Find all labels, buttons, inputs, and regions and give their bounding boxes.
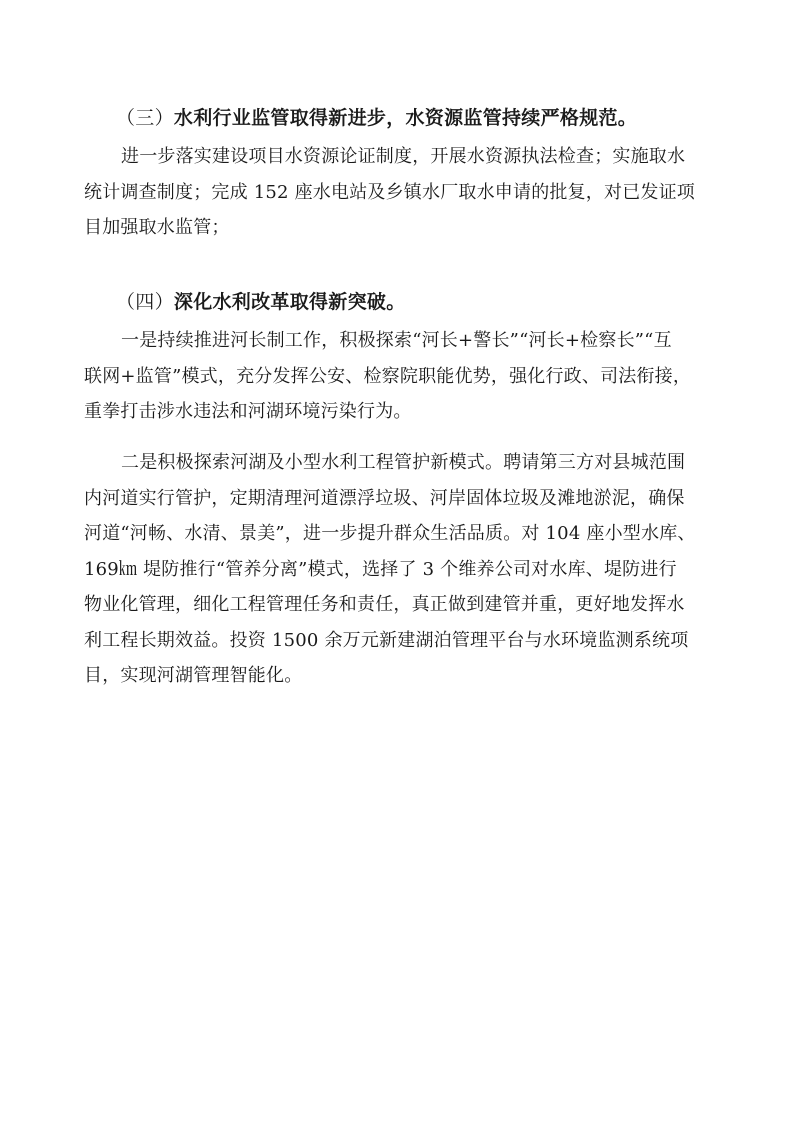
paragraph-line: 联网+监管”模式，充分发挥公安、检察院职能优势，强化行政、司法衔接， xyxy=(84,366,692,387)
paragraph-line: 统计调查制度；完成 152 座水电站及乡镇水厂取水申请的批复，对已发证项 xyxy=(84,182,695,203)
paragraph-line: 一是持续推进河长制工作，积极探索“河长+警长”“河长+检察长”“互 xyxy=(121,330,672,351)
paragraph-line: 内河道实行管护，定期清理河道漂浮垃圾、河岸固体垃圾及滩地淤泥，确保 xyxy=(84,488,685,509)
section-heading-3-text: 水利行业监管取得新进步，水资源监管持续严格规范。 xyxy=(173,107,638,129)
paragraph-line: 目，实现河湖管理智能化。 xyxy=(84,665,303,686)
section-heading-4-text: 深化水利改革取得新突破。 xyxy=(173,291,406,313)
paragraph-line: 二是积极探索河湖及小型水利工程管护新模式。聘请第三方对县城范围 xyxy=(121,452,686,473)
section-heading-4-number: （四） xyxy=(116,291,174,313)
section-heading-3-number: （三） xyxy=(116,107,174,129)
paragraph-line: 重拳打击涉水违法和河湖环境污染行为。 xyxy=(84,401,412,422)
paragraph-line: 目加强取水监管； xyxy=(84,217,230,238)
paragraph-line: 进一步落实建设项目水资源论证制度，开展水资源执法检查；实施取水 xyxy=(121,146,686,167)
section-heading-4 xyxy=(116,290,406,314)
paragraph-line: 169㎞ 堤防推行“管养分离”模式，选择了 3 个维养公司对水库、堤防进行 xyxy=(84,559,677,580)
section-heading-3 xyxy=(116,106,637,130)
paragraph-line: 利工程长期效益。投资 1500 余万元新建湖泊管理平台与水环境监测系统项 xyxy=(84,630,689,651)
paragraph-line: 物业化管理，细化工程管理任务和责任，真正做到建管并重，更好地发挥水 xyxy=(84,594,685,615)
paragraph-line: 河道“河畅、水清、景美”，进一步提升群众生活品质。对 104 座小型水库、 xyxy=(84,523,696,544)
